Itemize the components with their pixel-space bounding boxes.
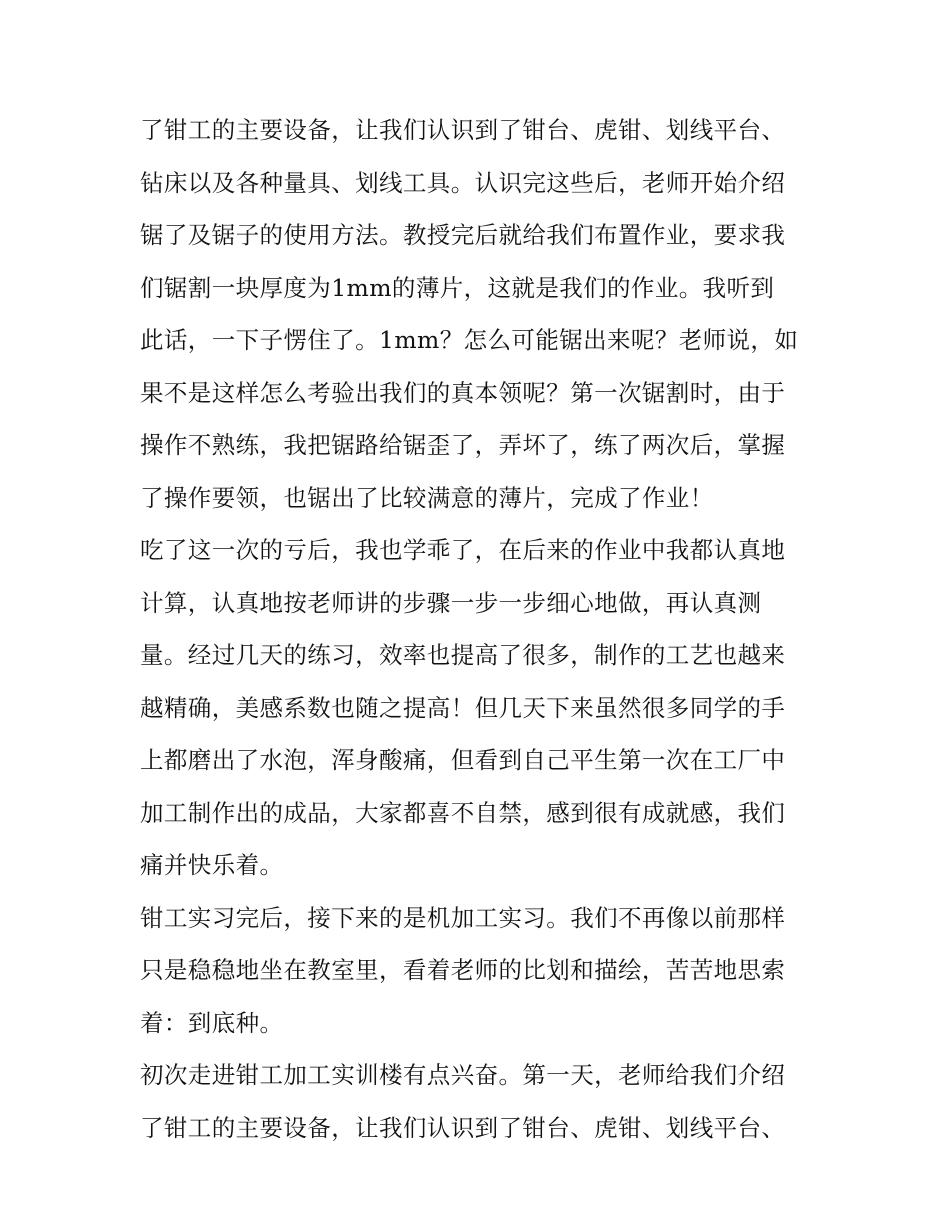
text-line: 计算，认真地按老师讲的步骤一步一步细心地做，再认真测 xyxy=(140,588,762,617)
text-line: 此话，一下子愣住了。1mm？怎么可能锯出来呢？老师说，如 xyxy=(140,326,799,354)
text-line: 初次走进钳工加工实训楼有点兴奋。第一天，老师给我们介绍 xyxy=(140,1061,786,1089)
text-line: 了操作要领，也锯出了比较满意的薄片，完成了作业！ xyxy=(140,483,714,512)
text-line: 痛并快乐着。 xyxy=(140,851,284,879)
text-line: 着：到底种。 xyxy=(140,1008,284,1037)
text-line: 们锯割一块厚度为1mm的薄片，这就是我们的作业。我听到 xyxy=(140,273,775,302)
body-text xyxy=(140,104,830,1154)
text-line: 量。经过几天的练习，效率也提高了很多，制作的工艺也越来 xyxy=(140,641,786,669)
text-line: 锯了及锯子的使用方法。教授完后就给我们布置作业，要求我 xyxy=(140,221,786,249)
text-line: 了钳工的主要设备，让我们认识到了钳台、虎钳、划线平台、 xyxy=(140,116,786,144)
text-line: 越精确，美感系数也随之提高！但几天下来虽然很多同学的手 xyxy=(140,693,786,722)
text-line: 钳工实习完后，接下来的是机加工实习。我们不再像以前那样 xyxy=(140,903,786,932)
text-line: 操作不熟练，我把锯路给锯歪了，弄坏了，练了两次后，掌握 xyxy=(140,431,786,459)
text-line: 加工制作出的成品，大家都喜不自禁，感到很有成就感，我们 xyxy=(140,798,786,827)
text-line: 果不是这样怎么考验出我们的真本领呢？第一次锯割时，由于 xyxy=(140,378,786,407)
text-line: 只是稳稳地坐在教室里，看着老师的比划和描绘，苦苦地思索 xyxy=(140,956,786,984)
text-line: 吃了这一次的亏后，我也学乖了，在后来的作业中我都认真地 xyxy=(140,536,786,564)
text-line: 了钳工的主要设备，让我们认识到了钳台、虎钳、划线平台、 xyxy=(140,1113,786,1142)
text-line: 上都磨出了水泡，浑身酸痛，但看到自己平生第一次在工厂中 xyxy=(140,746,786,774)
text-line: 钻床以及各种量具、划线工具。认识完这些后，老师开始介绍 xyxy=(140,168,786,197)
